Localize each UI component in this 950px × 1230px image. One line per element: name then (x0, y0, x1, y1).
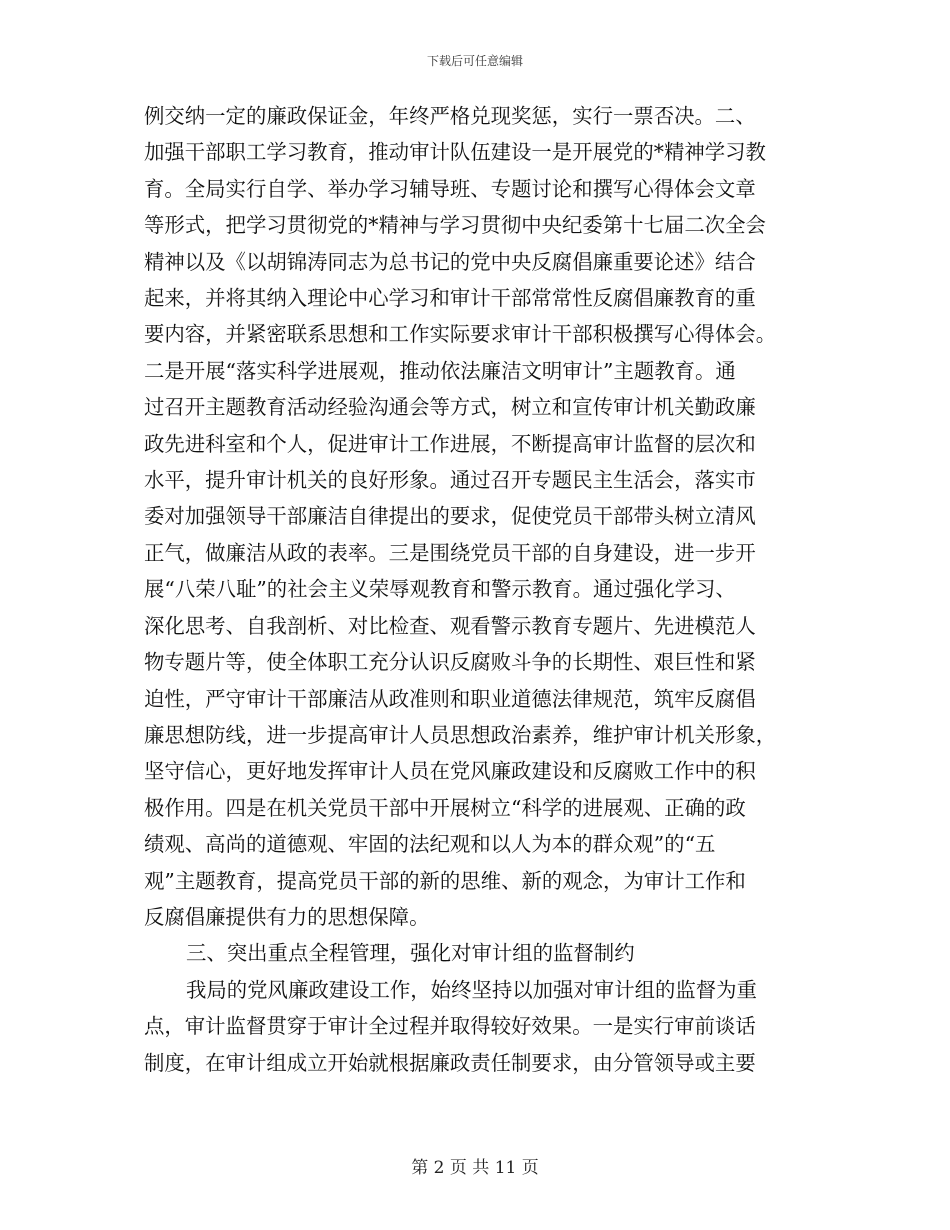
text-line: 极作用。四是在机关党员干部中开展树立“科学的进展观、正确的政 (144, 795, 746, 820)
text-line: 反腐倡廉提供有力的思想保障。 (144, 904, 430, 929)
text-line: 观”主题教育，提高党员干部的新的思维、新的观念，为审计工作和 (144, 868, 746, 893)
text-line: 坚守信心，更好地发挥审计人员在党风廉政建设和反腐败工作中的积 (144, 759, 756, 784)
text-line: 例交纳一定的廉政保证金，年终严格兑现奖惩，实行一票否决。二、 (144, 104, 756, 128)
text-line: 精神以及《以胡锦涛同志为总书记的党中央反腐倡廉重要论述》结合 (144, 249, 756, 274)
text-line: 过召开主题教育活动经验沟通会等方式，树立和宣传审计机关勤政廉 (144, 395, 756, 420)
page-number: 第 2 页 共 11 页 (411, 1158, 539, 1178)
text-line: 绩观、高尚的道德观、牢固的法纪观和以人为本的群众观”的“五 (144, 832, 716, 857)
text-line: 等形式，把学习贯彻党的*精神与学习贯彻中央纪委第十七届二次全会 (144, 213, 766, 238)
text-line: 政先进科室和个人，促进审计工作进展，不断提高审计监督的层次和 (144, 431, 756, 456)
text-line: 育。全局实行自学、举办学习辅导班、专题讨论和撰写心得体会文章 (144, 176, 756, 201)
text-line: 要内容，并紧密联系思想和工作实际要求审计干部积极撰写心得体会。 (144, 322, 777, 347)
text-line: 二是开展“落实科学进展观，推动依法廉洁文明审计”主题教育。通 (144, 358, 736, 383)
text-line: 廉思想防线，进一步提高审计人员思想政治素养，维护审计机关形象， (144, 722, 777, 747)
text-line: 起来，并将其纳入理论中心学习和审计干部常常性反腐倡廉教育的重 (144, 286, 756, 311)
text-line: 点，审计监督贯穿于审计全过程并取得较好效果。一是实行审前谈话 (144, 1014, 756, 1039)
text-line: 深化思考、自我剖析、对比检查、观看警示教育专题片、先进模范人 (144, 613, 756, 638)
page-header: 下载后可任意编辑 (426, 54, 523, 68)
text-line: 水平，提升审计机关的良好形象。通过召开专题民主生活会，落实市 (144, 468, 756, 493)
text-line: 制度，在审计组成立开始就根据廉政责任制要求，由分管领导或主要 (144, 1050, 756, 1075)
body-paragraph (144, 972, 806, 1081)
body-paragraph (144, 98, 806, 935)
text-line: 正气，做廉洁从政的表率。三是围绕党员干部的自身建设，进一步开 (144, 540, 756, 565)
text-line: 委对加强领导干部廉洁自律提出的要求，促使党员干部带头树立清风 (144, 504, 756, 529)
section-heading: 三、突出重点全程管理，强化对审计组的监督制约 (186, 941, 635, 966)
document-body (144, 98, 806, 1081)
text-line: 物专题片等，使全体职工充分认识反腐败斗争的长期性、艰巨性和紧 (144, 650, 756, 675)
text-line: 展“八荣八耻”的社会主义荣辱观教育和警示教育。通过强化学习、 (144, 577, 736, 602)
text-line: 我局的党风廉政建设工作，始终坚持以加强对审计组的监督为重 (186, 977, 757, 1002)
text-line: 加强干部职工学习教育，推动审计队伍建设一是开展党的*精神学习教 (144, 140, 766, 165)
text-line: 迫性，严守审计干部廉洁从政准则和职业道德法律规范，筑牢反腐倡 (144, 686, 756, 711)
